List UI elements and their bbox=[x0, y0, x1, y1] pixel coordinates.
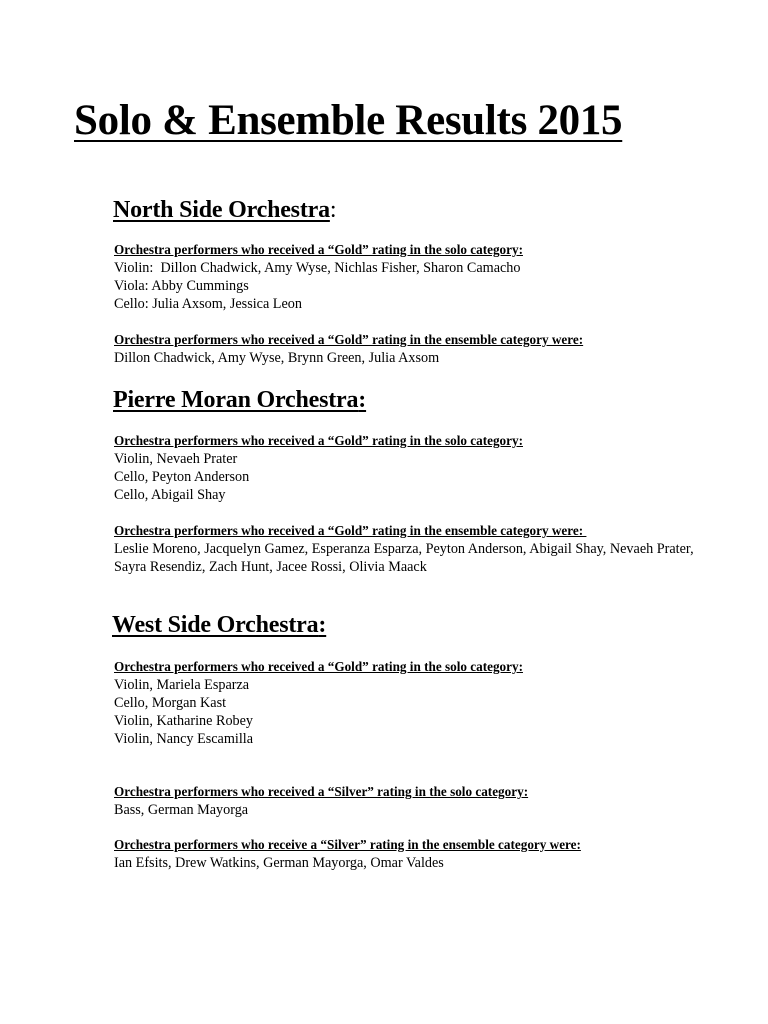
page-title: Solo & Ensemble Results 2015 bbox=[74, 97, 623, 144]
result-line: Violin, Mariela Esparza bbox=[114, 677, 250, 693]
result-line: Violin, Nevaeh Prater bbox=[114, 451, 238, 467]
section-colon: : bbox=[329, 197, 337, 223]
result-line: Violin: Dillon Chadwick, Amy Wyse, Nichlas Fisher, Sharon Camacho bbox=[114, 260, 521, 276]
gold-solo-heading: Orchestra performers who received a “Gold” rating in the solo category: bbox=[114, 433, 523, 448]
silver-ensemble-heading: Orchestra performers who receive a “Silver” rating in the ensemble category were: bbox=[114, 837, 581, 852]
gold-solo-heading: Orchestra performers who received a “Gold” rating in the solo category: bbox=[114, 659, 523, 674]
result-line: Cello, Abigail Shay bbox=[114, 487, 226, 503]
result-line: Violin, Katharine Robey bbox=[114, 713, 254, 729]
west-side-silver-solo-results bbox=[114, 783, 704, 819]
ensemble-names: Leslie Moreno, Jacquelyn Gamez, Esperanza Esparza, Peyton Anderson, Abigail Shay, Nevaeh Prater, Sayra Resendiz, Zach Hunt, Jacee Rossi, Olivia Maack bbox=[114, 541, 694, 575]
gold-ensemble-heading: Orchestra performers who received a “Gold” rating in the ensemble category were: bbox=[114, 523, 587, 538]
silver-solo-heading: Orchestra performers who received a “Silver” rating in the solo category: bbox=[114, 784, 529, 799]
pierre-moran-ensemble-results bbox=[114, 522, 694, 576]
result-line: Viola: Abby Cummings bbox=[114, 278, 249, 294]
north-side-ensemble-results bbox=[114, 331, 704, 367]
north-side-solo-results bbox=[114, 241, 704, 313]
result-line: Cello: Julia Axsom, Jessica Leon bbox=[114, 296, 302, 312]
result-line: Cello, Morgan Kast bbox=[114, 695, 227, 711]
section-name: Pierre Moran Orchestra bbox=[113, 387, 359, 413]
result-line: Violin, Nancy Escamilla bbox=[114, 731, 254, 747]
result-line: Bass, German Mayorga bbox=[114, 802, 249, 818]
north-side-orchestra-heading bbox=[113, 197, 336, 225]
west-side-orchestra-heading bbox=[112, 612, 326, 640]
section-name: West Side Orchestra bbox=[112, 612, 319, 638]
section-colon: : bbox=[358, 387, 367, 413]
gold-solo-heading: Orchestra performers who received a “Gold” rating in the solo category: bbox=[114, 242, 523, 257]
pierre-moran-orchestra-heading bbox=[113, 387, 366, 415]
result-line: Cello, Peyton Anderson bbox=[114, 469, 250, 485]
result-line: Ian Efsits, Drew Watkins, German Mayorga, Omar Valdes bbox=[114, 855, 444, 871]
west-side-silver-ensemble-results bbox=[114, 836, 704, 872]
section-colon: : bbox=[318, 612, 327, 638]
gold-ensemble-heading: Orchestra performers who received a “Gold” rating in the ensemble category were: bbox=[114, 332, 584, 347]
section-name: North Side Orchestra bbox=[113, 197, 330, 223]
pierre-moran-solo-results bbox=[114, 432, 704, 504]
result-line: Dillon Chadwick, Amy Wyse, Brynn Green, Julia Axsom bbox=[114, 350, 440, 366]
west-side-solo-results bbox=[114, 658, 704, 748]
